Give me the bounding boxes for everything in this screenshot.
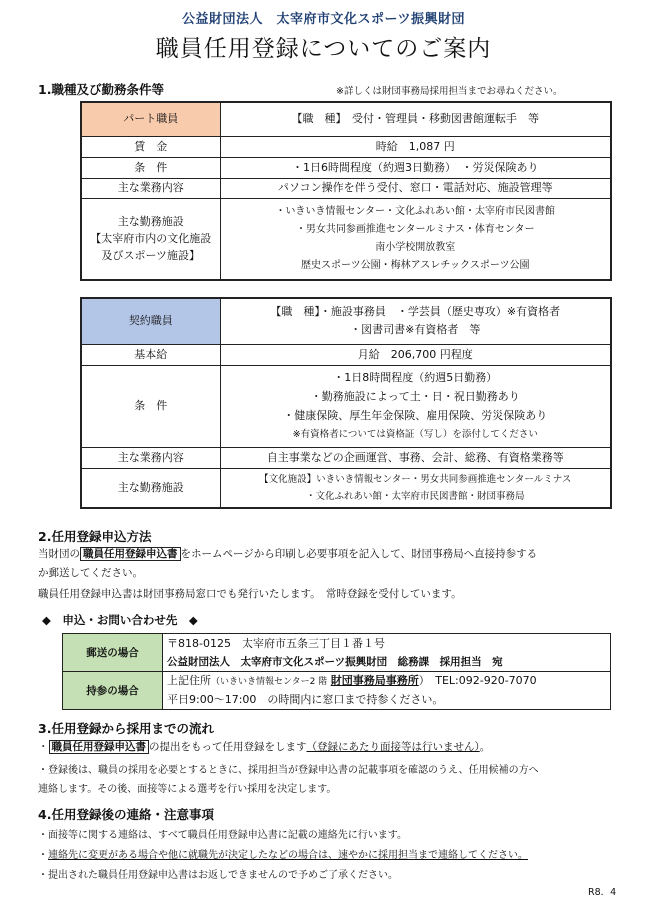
base-salary-value: 月給 206,700 円程度 <box>220 344 611 365</box>
contract-duties-label: 主な業務内容 <box>81 447 220 468</box>
notice-line-1: ・面接等に関する連絡は、すべて職員任用登録申込書に記載の連絡先に行います。 <box>38 830 407 841</box>
contract-facilities-label: 主な勤務施設 <box>81 468 220 508</box>
notice-line-3: ・提出された職員任用登録申込書はお返しできませんので予めご了承ください。 <box>38 870 398 881</box>
facilities-label-line: 【太宰府市内の文化施設 <box>90 232 212 246</box>
part-time-table <box>80 101 612 281</box>
bullet: ・ <box>38 741 49 753</box>
flow-text: の提出をもって任用登録をします <box>149 741 307 753</box>
facility-line: 歴史スポーツ公園・梅林アスレチックスポーツ公園 <box>301 259 530 271</box>
apply-line-2: か郵送してください。 <box>38 567 143 579</box>
job-type-line: ・図書司書※有資格者 等 <box>350 323 481 337</box>
mail-label: 郵送の場合 <box>63 634 163 672</box>
condition-line: ・勤務施設によって土・日・祝日勤務あり <box>310 390 520 403</box>
job-type-line: 【職 種】・施設事務員 ・学芸員（歴史専攻）※有資格者 <box>270 305 561 319</box>
phone-number: TEL:092-920-7070 <box>435 674 537 687</box>
revision-date: R8．4 <box>588 887 617 898</box>
condition-line: ・健康保険、厚生年金保険、雇用保険、労災保険あり <box>283 409 548 422</box>
contract-staff-table <box>80 297 612 509</box>
bring-label: 持参の場合 <box>63 672 163 710</box>
bring-location <box>167 672 606 691</box>
contact-table <box>62 633 611 710</box>
apply-line-1 <box>38 546 537 561</box>
bring-info <box>163 672 611 710</box>
mail-address <box>163 634 611 672</box>
application-form-name: 職員任用登録申込書 <box>49 740 150 754</box>
facilities-label <box>81 198 220 280</box>
flow-line-1 <box>38 739 490 754</box>
bring-location-text: 上記住所 <box>167 674 211 687</box>
facilities-value <box>220 198 611 280</box>
wage-label: 賃 金 <box>81 136 220 157</box>
section-4-title: 4.任用登録後の連絡・注意事項 <box>38 807 214 822</box>
wage-value: 時給 1,087 円 <box>220 136 611 157</box>
page-title: 職員任用登録についてのご案内 <box>155 36 492 62</box>
contract-conditions-value <box>220 365 611 447</box>
bring-location-close: ） <box>418 674 425 687</box>
inquiry-note: ※詳しくは財団事務局採用担当までお尋ねください。 <box>336 86 563 97</box>
contact-change-note: 連絡先に変更がある場合や他に就職先が決定したなどの場合は、速やかに採用担当まで連絡してください。 <box>48 850 528 861</box>
section-1-title: 1.職種及び勤務条件等 <box>38 82 164 97</box>
no-interview-note: （登録にあたり面接等は行いません） <box>306 741 480 753</box>
contract-job-type <box>220 298 611 344</box>
apply-line-3: 職員任用登録申込書は財団事務局窓口でも発行いたします。 常時登録を受付しています。 <box>38 588 462 600</box>
bullet: ・ <box>38 850 48 861</box>
part-time-job-type: 【職 種】 受付・管理員・移動図書館運転手 等 <box>220 102 611 136</box>
facility-line: ・文化ふれあい館・太宰府市民図書館・財団事務局 <box>305 490 525 502</box>
contract-staff-heading: 契約職員 <box>81 298 220 344</box>
office-hours: 平日9:00～17:00 の時間内に窓口まで持参ください。 <box>167 693 444 706</box>
condition-line: ・1日8時間程度（約週5日勤務） <box>333 371 498 384</box>
facility-line: ・いきいき情報センター・文化ふれあい館・太宰府市民図書館 <box>275 205 556 217</box>
facility-line: ・男女共同参画推進センタールミナス・体育センター <box>295 223 535 235</box>
contract-duties-value: 自主事業などの企画運営、事務、会計、総務、有資格業務等 <box>220 447 611 468</box>
organization-name: 公益財団法人 太宰府市文化スポーツ振興財団 <box>182 12 465 27</box>
condition-line: ※有資格者については資格証（写し）を添付してください <box>292 429 538 440</box>
part-time-heading: パート職員 <box>81 102 220 136</box>
apply-text: をホームページから印刷し必要事項を記入して、財団事務局へ直接持参する <box>180 548 538 560</box>
flow-end: 。 <box>479 741 491 753</box>
section-2-title: 2.任用登録申込方法 <box>38 529 152 544</box>
apply-intro: 当財団の <box>38 548 80 560</box>
contract-facilities-value <box>220 468 611 508</box>
section-3-title: 3.任用登録から採用までの流れ <box>38 721 214 736</box>
flow-line-2: ・登録後は、職員の採用を必要とするときに、採用担当が登録申込書の記載事項を確認のうえ、任用候補の方へ <box>38 765 539 776</box>
facility-line: 南小学校開放教室 <box>375 241 456 253</box>
conditions-value: ・1日6時間程度（約週3日勤務） ・労災保険あり <box>220 157 611 178</box>
notice-line-2 <box>38 846 528 861</box>
facilities-label-line: 及びスポーツ施設】 <box>101 249 201 263</box>
postal-address: 〒818-0125 太宰府市五条三丁目１番１号 <box>167 636 385 650</box>
duties-label: 主な業務内容 <box>81 178 220 198</box>
contact-title: ◆ 申込・お問い合わせ先 ◆ <box>42 613 198 627</box>
mail-recipient: 公益財団法人 太宰府市文化スポーツ振興財団 総務課 採用担当 宛 <box>167 655 503 668</box>
bring-location-detail: （いきいき情報センター2 階 <box>211 677 328 687</box>
facilities-label-line: 主な勤務施設 <box>117 215 184 229</box>
conditions-label: 条 件 <box>81 157 220 178</box>
base-salary-label: 基本給 <box>81 344 220 365</box>
flow-line-3: 連絡します。その後、面接等による選考を行い採用を決定します。 <box>38 784 337 795</box>
application-form-name: 職員任用登録申込書 <box>80 547 181 561</box>
office-name: 財団事務局事務所 <box>330 674 419 687</box>
facility-line: 【文化施設】いきいき情報センター・男女共同参画推進センタールミナス <box>259 473 572 485</box>
contract-conditions-label: 条 件 <box>81 365 220 447</box>
duties-value: パソコン操作を伴う受付、窓口・電話対応、施設管理等 <box>220 178 611 198</box>
